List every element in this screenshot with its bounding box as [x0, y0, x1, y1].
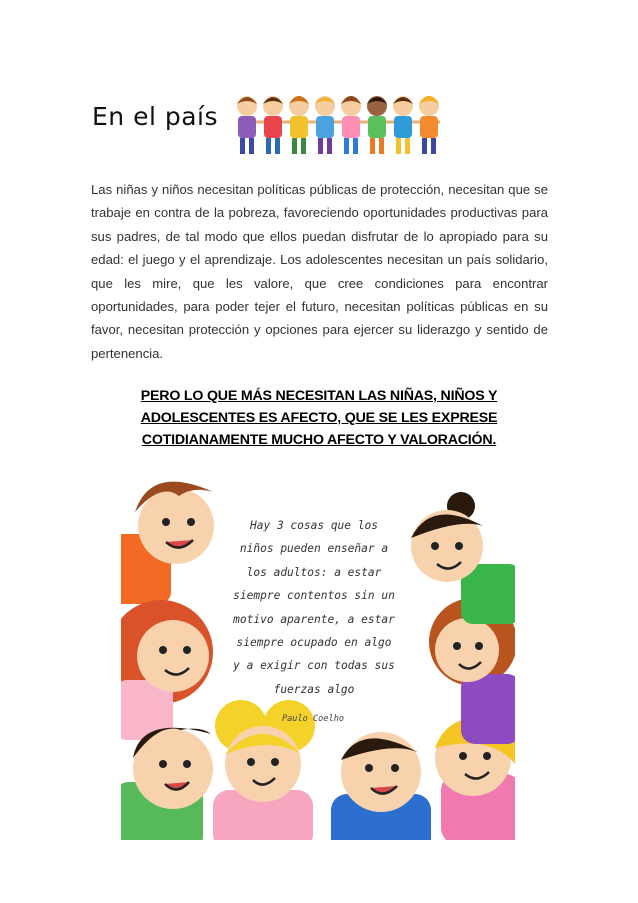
- quote-line: niños pueden enseñar a: [239, 542, 389, 556]
- child-figure: [367, 96, 387, 154]
- child-figure: [419, 96, 439, 154]
- child-face: [121, 728, 213, 840]
- quote-line: los adultos: a estar: [246, 565, 382, 579]
- child-face: [331, 732, 431, 840]
- child-figure: [315, 96, 335, 154]
- quote-line: siempre ocupado en algo: [236, 636, 392, 650]
- child-figure: [263, 96, 283, 154]
- child-figure: [289, 96, 309, 154]
- highlight-statement: PERO LO QUE MÁS NECESITAN LAS NIÑAS, NIÑOS Y ADOLESCENTES ES AFECTO, QUE SE LES EXPRESE COTIDIANAMENTE MUCHO AFECTO Y VALORACIÓN.: [140, 388, 498, 448]
- quote-line: siempre contentos sin un: [233, 589, 395, 603]
- quote-box: [229, 512, 399, 696]
- quote-line: fuerzas algo: [273, 682, 355, 696]
- child-face: [121, 482, 214, 604]
- quote-poster: [121, 464, 515, 840]
- quote-line: Hay 3 cosas que los: [250, 519, 378, 532]
- quote-line: motivo aparente, a estar: [233, 612, 395, 626]
- section-title: En el país: [92, 102, 219, 131]
- child-figure: [393, 96, 413, 154]
- quote-line: y a exigir con todas sus: [233, 659, 395, 673]
- quote-author: Paulo Coelho: [281, 714, 345, 724]
- child-face: [121, 600, 213, 740]
- quote-text: [229, 514, 399, 701]
- body-paragraph: Las niñas y niños necesitan políticas públicas de protección, necesitan que se trabaje en contra de la pobreza, favoreciendo oportunidades productivas para sus padres, de tal modo que ellos puedan disfrutar de lo apropiado para su edad: el juego y el aprendizaje. Los adolescentes necesitan un país solidario, que les mire, que les valore, que cree condiciones para encontrar oportunidades, para poder tejer el futuro, necesitan políticas públicas en su favor, necesitan protección y opciones para ejercer su liderazgo y sentido de pertenencia.: [91, 182, 548, 361]
- children-holding-hands-illustration: [232, 86, 450, 162]
- child-face: [411, 492, 515, 624]
- child-figure: [341, 96, 361, 154]
- child-figure: [237, 96, 257, 154]
- heading-row: [92, 86, 552, 166]
